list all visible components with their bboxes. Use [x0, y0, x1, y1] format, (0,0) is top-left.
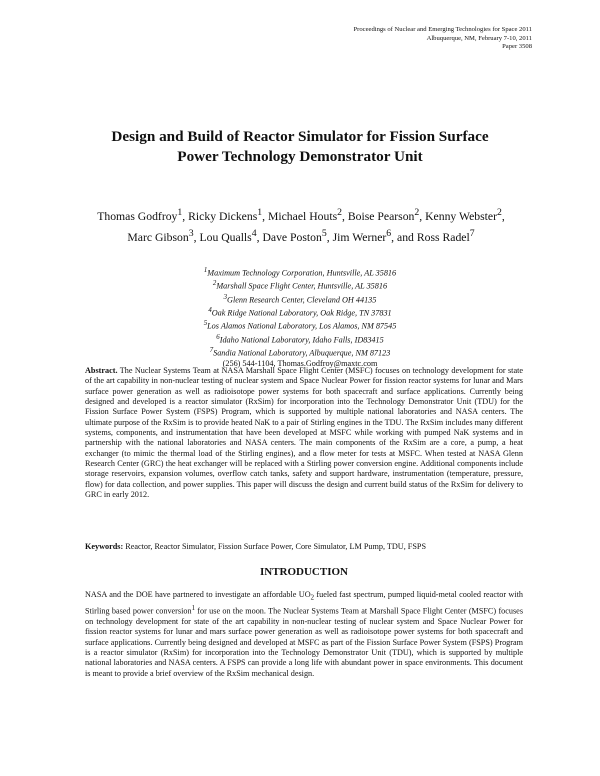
- affiliations: [150, 266, 450, 370]
- author: Lou Qualls$^4$,: [199, 227, 263, 244]
- contact-info: (256) 544-1104, Thomas.Godfroy@maxtc.com: [222, 359, 378, 369]
- author: Boise Pearson$^2$,: [347, 207, 426, 223]
- author: Marc Gibson$^3$,: [127, 227, 200, 244]
- affiliation: $^5$Los Alamos National Laboratory, Los Alamos, NM 87545: [203, 320, 397, 332]
- author: Michael Houts$^2$,: [267, 207, 348, 223]
- abstract-text: The Nuclear Systems Team at NASA Marshall Space Flight Center (MSFC) focuses on technology development for state of the art capability in non-nuclear testing of nuclear system and Space Nuclear Power for fission reactor systems for lunar and Mars surface power generation as well as radioisotope power systems for both spacecraft and surface applications. Currently being designed and developed is a reactor simulator (RxSim) for incorporation into the Technology Demonstrator Unit (TDU) for the Fission Surface Power System (FSPS) Program, which is supported by multiple national laboratories and NASA centers. The ultimate purpose of the RxSim is to provide heated NaK to a pair of Stirling engines in the TDU. The RxSim includes many different systems, components, and instrumentation that have been developed at MSFC while working with pumped NaK systems and in partnership with the national laboratories and NASA centers. The main components of the RxSim are a core, a pump, a heat exchanger (to mimic the thermal load of the Stirling engines), and a flow meter for tests at MSFC. When tested at NASA Glenn Research Center (GRC) the heat exchanger will be replaced with a Stirling power conversion engine. Additional components include storage reservoirs, expansion volumes, overflow catch tanks, safety and support hardware, instrumentation (temperature, pressure, flow) for data collection, and power supplies. This paper will discuss the design and current build status of the RxSim for delivery to GRC in early 2012.: [85, 366, 523, 500]
- author: Thomas Godfroy$^1$,: [97, 207, 189, 223]
- introduction-paragraph: NASA and the DOE have partnered to investigate an affordable $UO_2$ fueled fast spectrum, pumped liquid-metal cooled reactor with Stirling based power conversion$^1$ for use on the moon. The Nuclear Systems Team at Marshall Space Flight Center (MSFC) focuses on technology development for state of the art capability in non-nuclear testing of nuclear system and Space Nuclear Power for fission reactor systems for lunar and mars surface power generation as well as radioisotope power systems for both spacecraft and surface applications. Currently being designed and developed at MSFC as part of the Fission Surface Power System (FSPS) Program is a reactor simulator (RxSim) for incorporation into the Technology Demonstrator Unit (TDU), which is supported by multiple national laboratories and NASA centers. A FSPS can provide a long life with abundant power in space environments. This document is meant to provide a brief overview of the RxSim mechanical design.: [85, 590, 524, 678]
- title-line-2: Power Technology Demonstrator Unit: [177, 148, 423, 165]
- affiliation: $^7$Sandia National Laboratory, Albuquerque, NM 87123: [209, 346, 391, 358]
- paper-title: [60, 127, 540, 167]
- keywords-label: Keywords:: [85, 542, 124, 551]
- header-line-2: Albuquerque, NM, February 7-10, 2011: [426, 34, 532, 42]
- header-line-1: Proceedings of Nuclear and Emerging Technologies for Space 2011: [353, 26, 532, 33]
- abstract: [85, 366, 523, 500]
- affiliation: $^3$Glenn Research Center, Cleveland OH 44135: [223, 293, 377, 305]
- keywords: [85, 542, 523, 552]
- title-line-1: Design and Build of Reactor Simulator for Fission Surface: [111, 128, 489, 145]
- author: Jim Werner$^6$, and: [332, 227, 417, 244]
- running-header: [354, 26, 533, 52]
- section-heading: INTRODUCTION: [259, 566, 348, 578]
- affiliation: $^4$Oak Ridge National Laboratory, Oak Ridge, TN 37831: [208, 306, 392, 318]
- affiliation: $^2$Marshall Space Flight Center, Huntsville, AL 35816: [212, 280, 388, 292]
- author: Ricky Dickens$^1$,: [188, 207, 268, 223]
- abstract-label: Abstract.: [85, 366, 118, 375]
- author: Ross Radel$^7$: [416, 227, 475, 244]
- author: Dave Poston$^5$,: [262, 227, 333, 244]
- author-list: [86, 204, 516, 246]
- keywords-text: Reactor, Reactor Simulator, Fission Surface Power, Core Simulator, LM Pump, TDU, FSPS: [123, 542, 427, 551]
- affiliation: $^6$Idaho National Laboratory, Idaho Falls, ID83415: [216, 333, 384, 345]
- author: Kenny Webster$^2$,: [425, 207, 505, 223]
- header-line-3: Paper 3508: [502, 43, 532, 51]
- affiliation: $^1$Maximum Technology Corporation, Huntsville, AL 35816: [203, 267, 397, 278]
